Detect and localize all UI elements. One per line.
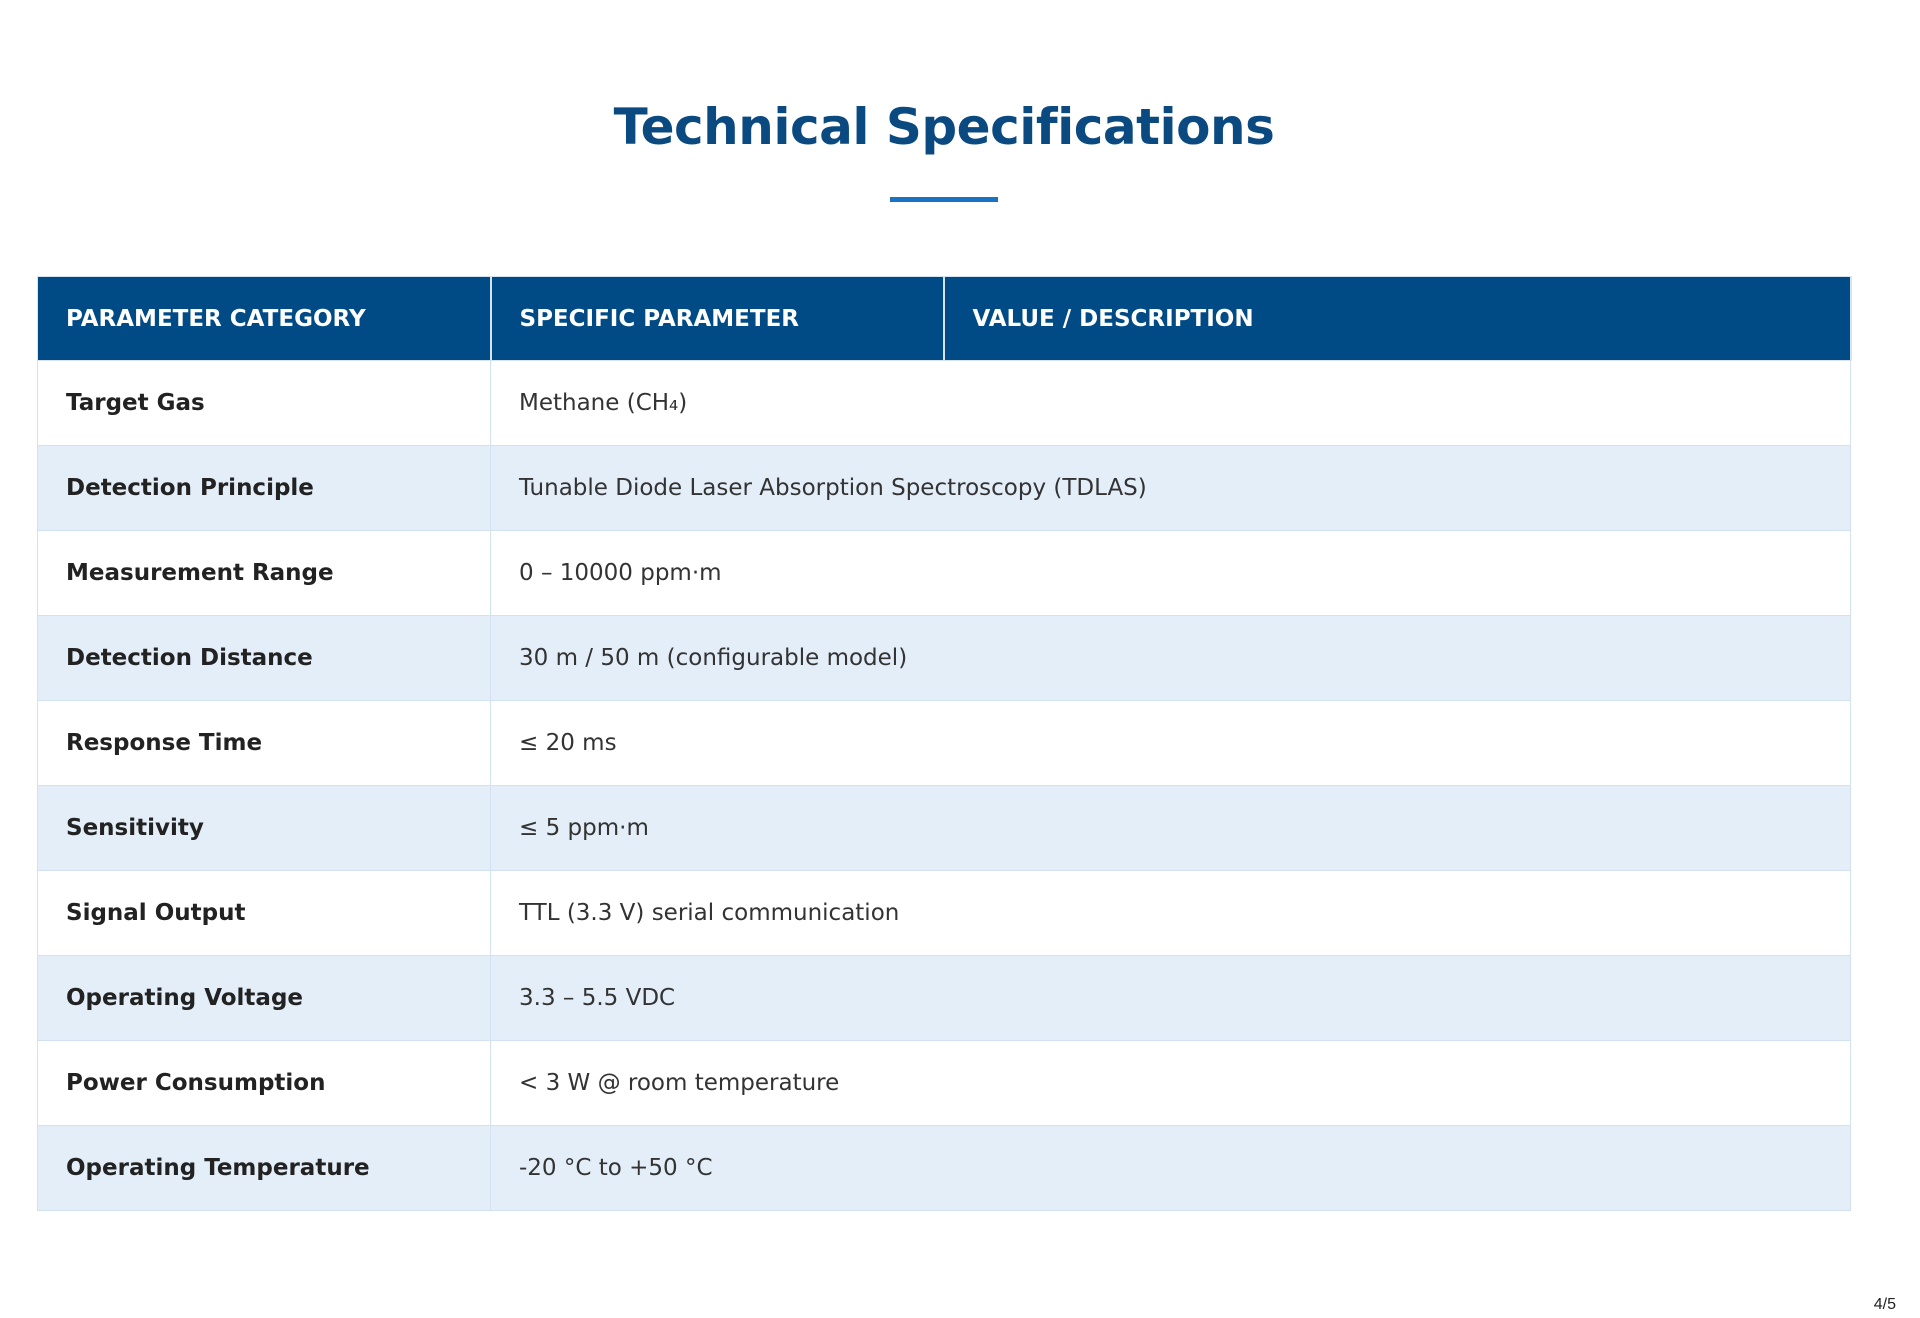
row-value: ≤ 20 ms bbox=[491, 701, 1851, 786]
table-row bbox=[38, 1126, 1851, 1211]
header-value-description: VALUE / DESCRIPTION bbox=[944, 277, 1851, 361]
page-title: Technical Specifications bbox=[613, 98, 1275, 156]
row-category: Operating Voltage bbox=[38, 956, 491, 1041]
table-row bbox=[38, 531, 1851, 616]
table-row bbox=[38, 1041, 1851, 1126]
header-specific-parameter: SPECIFIC PARAMETER bbox=[491, 277, 944, 361]
table-row bbox=[38, 701, 1851, 786]
table-row bbox=[38, 871, 1851, 956]
row-value: 3.3 – 5.5 VDC bbox=[491, 956, 1851, 1041]
row-value: -20 °C to +50 °C bbox=[491, 1126, 1851, 1211]
table-row bbox=[38, 446, 1851, 531]
row-category: Target Gas bbox=[38, 361, 491, 446]
row-category: Detection Distance bbox=[38, 616, 491, 701]
row-value: 0 – 10000 ppm·m bbox=[491, 531, 1851, 616]
table-row bbox=[38, 361, 1851, 446]
row-value: 30 m / 50 m (configurable model) bbox=[491, 616, 1851, 701]
row-category: Operating Temperature bbox=[38, 1126, 491, 1211]
row-value: < 3 W @ room temperature bbox=[491, 1041, 1851, 1126]
row-category: Measurement Range bbox=[38, 531, 491, 616]
page-number: 4/5 bbox=[1873, 1296, 1896, 1313]
header-parameter-category: PARAMETER CATEGORY bbox=[38, 277, 491, 361]
table-row bbox=[38, 616, 1851, 701]
row-value: Tunable Diode Laser Absorption Spectroscopy (TDLAS) bbox=[491, 446, 1851, 531]
table-header-row bbox=[38, 277, 1851, 361]
row-category: Detection Principle bbox=[38, 446, 491, 531]
row-category: Power Consumption bbox=[38, 1041, 491, 1126]
row-value: TTL (3.3 V) serial communication bbox=[491, 871, 1851, 956]
row-category: Signal Output bbox=[38, 871, 491, 956]
row-category: Sensitivity bbox=[38, 786, 491, 871]
spec-table bbox=[37, 276, 1852, 1211]
row-category: Response Time bbox=[38, 701, 491, 786]
table-row bbox=[38, 956, 1851, 1041]
row-value: Methane (CH₄) bbox=[491, 361, 1851, 446]
table-row bbox=[38, 786, 1851, 871]
row-value: ≤ 5 ppm·m bbox=[491, 786, 1851, 871]
title-underline bbox=[890, 197, 998, 202]
